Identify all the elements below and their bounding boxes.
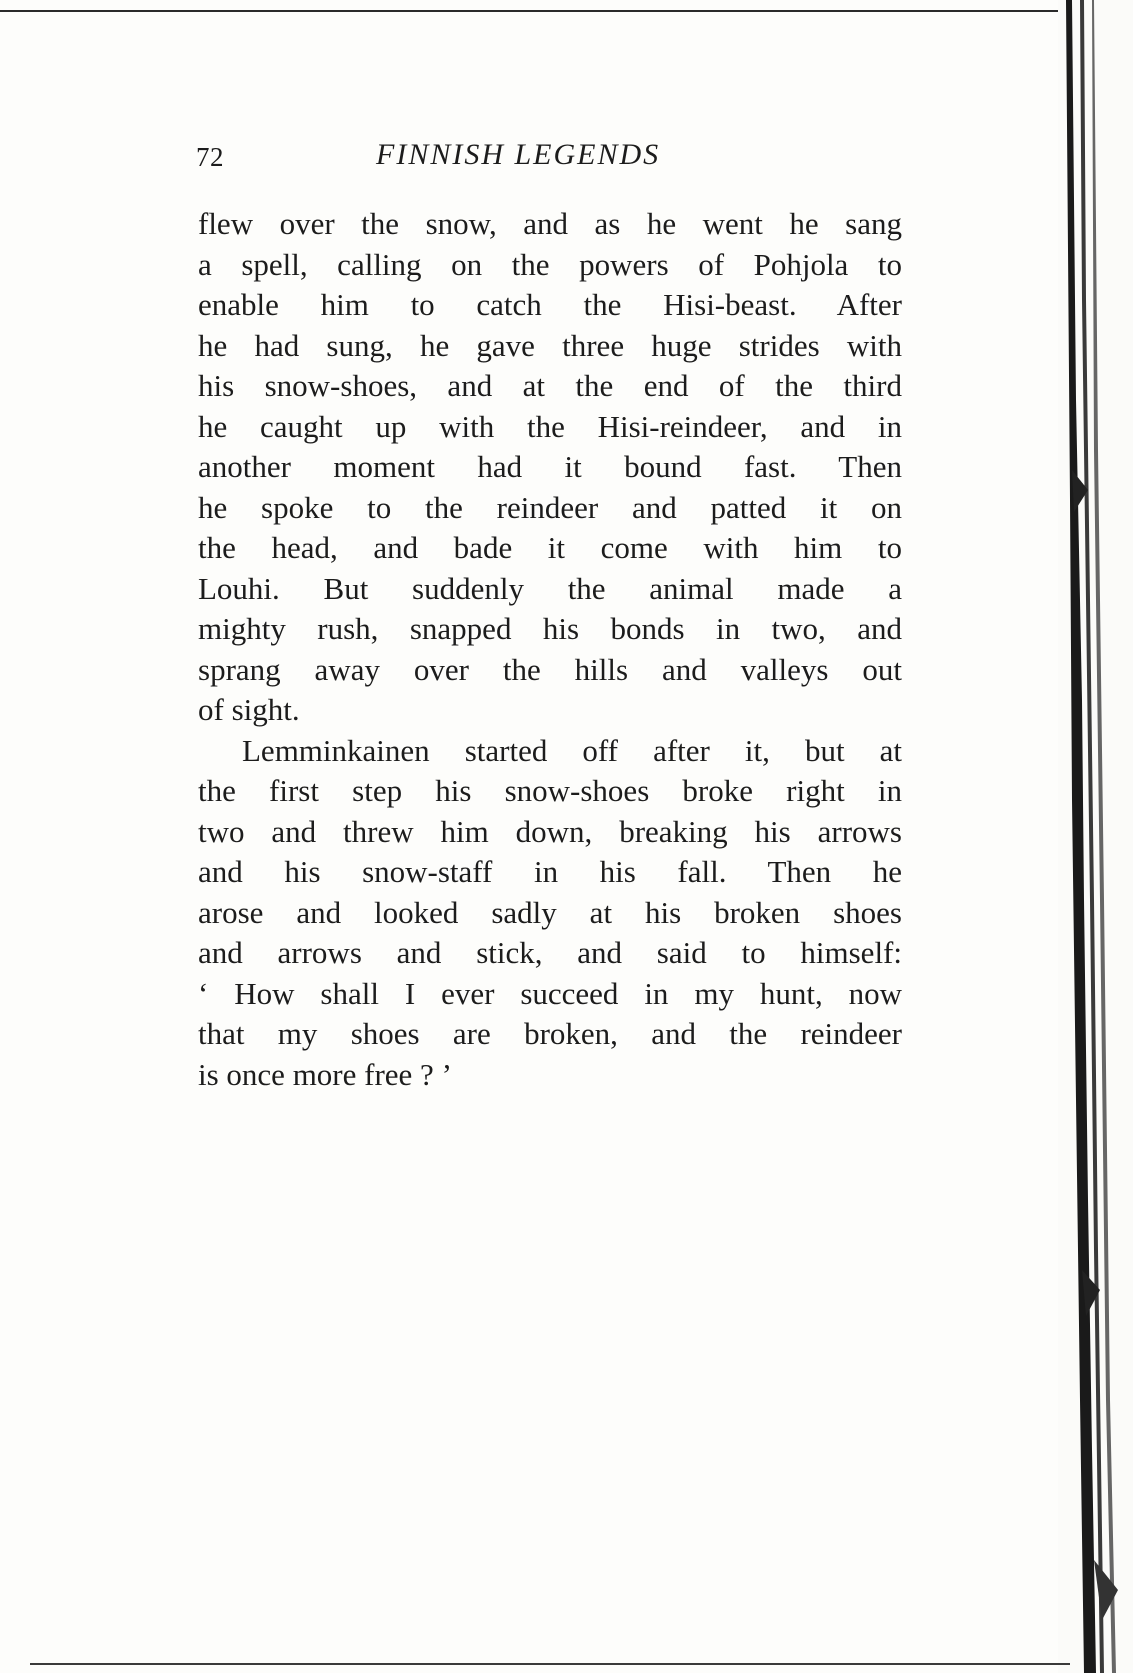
text-line: Lemminkainen started off after it, but at [242,732,902,768]
text-line: two and threw him down, breaking his arrows [198,813,902,849]
text-line: the head, and bade it come with him to [198,530,902,565]
text-line: his snow-shoes, and at the end of the third [198,368,902,403]
text-line: a spell, calling on the powers of Pohjola to [198,246,902,282]
paragraph-2 [198,731,902,1096]
text-line: flew over the snow, and as he went he sang [198,206,902,241]
text-line: ‘ How shall I ever succeed in my hunt, now [198,975,902,1011]
page-number: 72 [196,142,224,172]
text-line: is once more free ? ’ [198,1056,452,1092]
text-line: he had sung, he gave three huge strides with [198,327,902,363]
text-line: of sight. [198,692,300,727]
text-line: sprang away over the hills and valleys out [198,651,902,687]
text-line: that my shoes are broken, and the reindeer [198,1016,902,1051]
text-line: Louhi. But suddenly the animal made a [198,570,902,606]
text-line: and arrows and stick, and said to himself: [198,935,902,970]
text-line: enable him to catch the Hisi-beast. After [198,287,902,322]
running-title: FINNISH LEGENDS [376,138,661,171]
text-line: he spoke to the reindeer and patted it on [198,489,902,525]
text-line: mighty rush, snapped his bonds in two, and [198,611,902,646]
body-text [198,204,902,1095]
bottom-scan-edge [30,1663,1070,1665]
text-line: and his snow-staff in his fall. Then he [198,854,902,889]
text-line: the first step his snow-shoes broke right in [198,773,902,808]
running-head [196,138,910,184]
text-line: he caught up with the Hisi-reindeer, and in [198,408,902,444]
paragraph-1 [198,204,902,731]
text-line: arose and looked sadly at his broken shoes [198,894,902,930]
book-binding-edge [1058,0,1133,1673]
text-line: another moment had it bound fast. Then [198,449,902,484]
top-scan-edge [0,10,1068,12]
